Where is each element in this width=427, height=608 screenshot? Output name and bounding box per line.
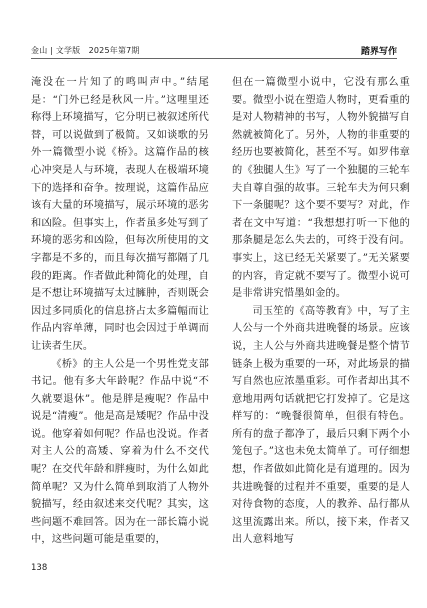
paragraph: 司玉笙的《高等教育》中，写了主人公与一个外商共进晚餐的场景。应该说，主人公与外商共进晚餐是整个情节链条上极为重要的一环，对此场景的描写自然也应浓墨重彩。可作者却出其不意地用两句话就把它打发掉了。它是这样写的：“晚餐很简单，但很有特色。所有的盘子都净了，最后只剩下两个小笼包子。”这也未免太简单了。可仔细想想，作者做如此简化是有道理的。因为共进晚餐的过程并不重要，重要的是人对待食物的态度，人的教养、品行都从这里流露出来。所以，接下来，作者又出人意料地写 (232, 305, 410, 546)
section-title: 踏界写作 (360, 47, 397, 57)
left-text-column (31, 74, 209, 549)
page-number: 138 (31, 563, 48, 573)
header-divider (31, 58, 397, 59)
page-header (0, 0, 427, 56)
paragraph: 但在一篇微型小说中，它没有那么重要。微型小说在塑造人物时，更看重的是对人物精神的书写，人物外貌描写自然就被简化了。另外，人物的非重要的经历也要被简化，甚至不写。如罗伟章的《独腿人生》写了一个独腿的三轮车夫自尊自强的故事。三轮车夫为何只剩下一条腿呢？这个要不要写？对此，作者在文中写道：“我想想打听一下他的那条腿是怎么失去的，可终于没有问。事实上，这已经无关紧要了。”无关紧要的内容，肯定就不要写了。微型小说可是非常讲究惜墨如金的。 (232, 77, 410, 300)
paragraph: 《桥》的主人公是一个男性党支部书记。他有多大年龄呢？作品中说“不久就要退休”。他是胖是瘦呢？作品中说是“清瘦”。他是高是矮呢？作品中没说。他穿着如何呢？作品也没说。作者对主人公的高矮、穿着为什么不交代呢？在交代年龄和胖瘦时，为什么如此简单呢？又为什么简单到取消了人物外貌描写，经由叙述来交代呢？其实，这些问题不难回答。因为在一部长篇小说中，这些问题可能是重要的， (31, 358, 209, 546)
right-text-column (232, 74, 410, 549)
paragraph: 淹没在一片知了的鸣叫声中。”结尾是：“门外已经是秋风一片。”这哩里还称得上环境描写，它分明已被叙述所代替，可以说做到了极简。又如谈歌的另外一篇微型小说《桥》。这篇作品的核心冲突是人与环境，表现人在极端环境下的选择和奋争。按理说，这篇作品应该有大量的环境描写，展示环境的恶劣和凶险。但事实上，作者虽多处写到了环境的恶劣和凶险，但每次所使用的文字都是不多的，而且每次描写都隔了几段的距离。作者做此种简化的处理，自是不想让环境描写太过臃肿，否则既会因过多同质化的信息挤占太多篇幅而让作品内容单薄，同时也会因过于单调而让读者生厌。 (31, 77, 209, 352)
journal-issue-label: 金山 | 文学版 2025年第7期 (31, 46, 140, 55)
